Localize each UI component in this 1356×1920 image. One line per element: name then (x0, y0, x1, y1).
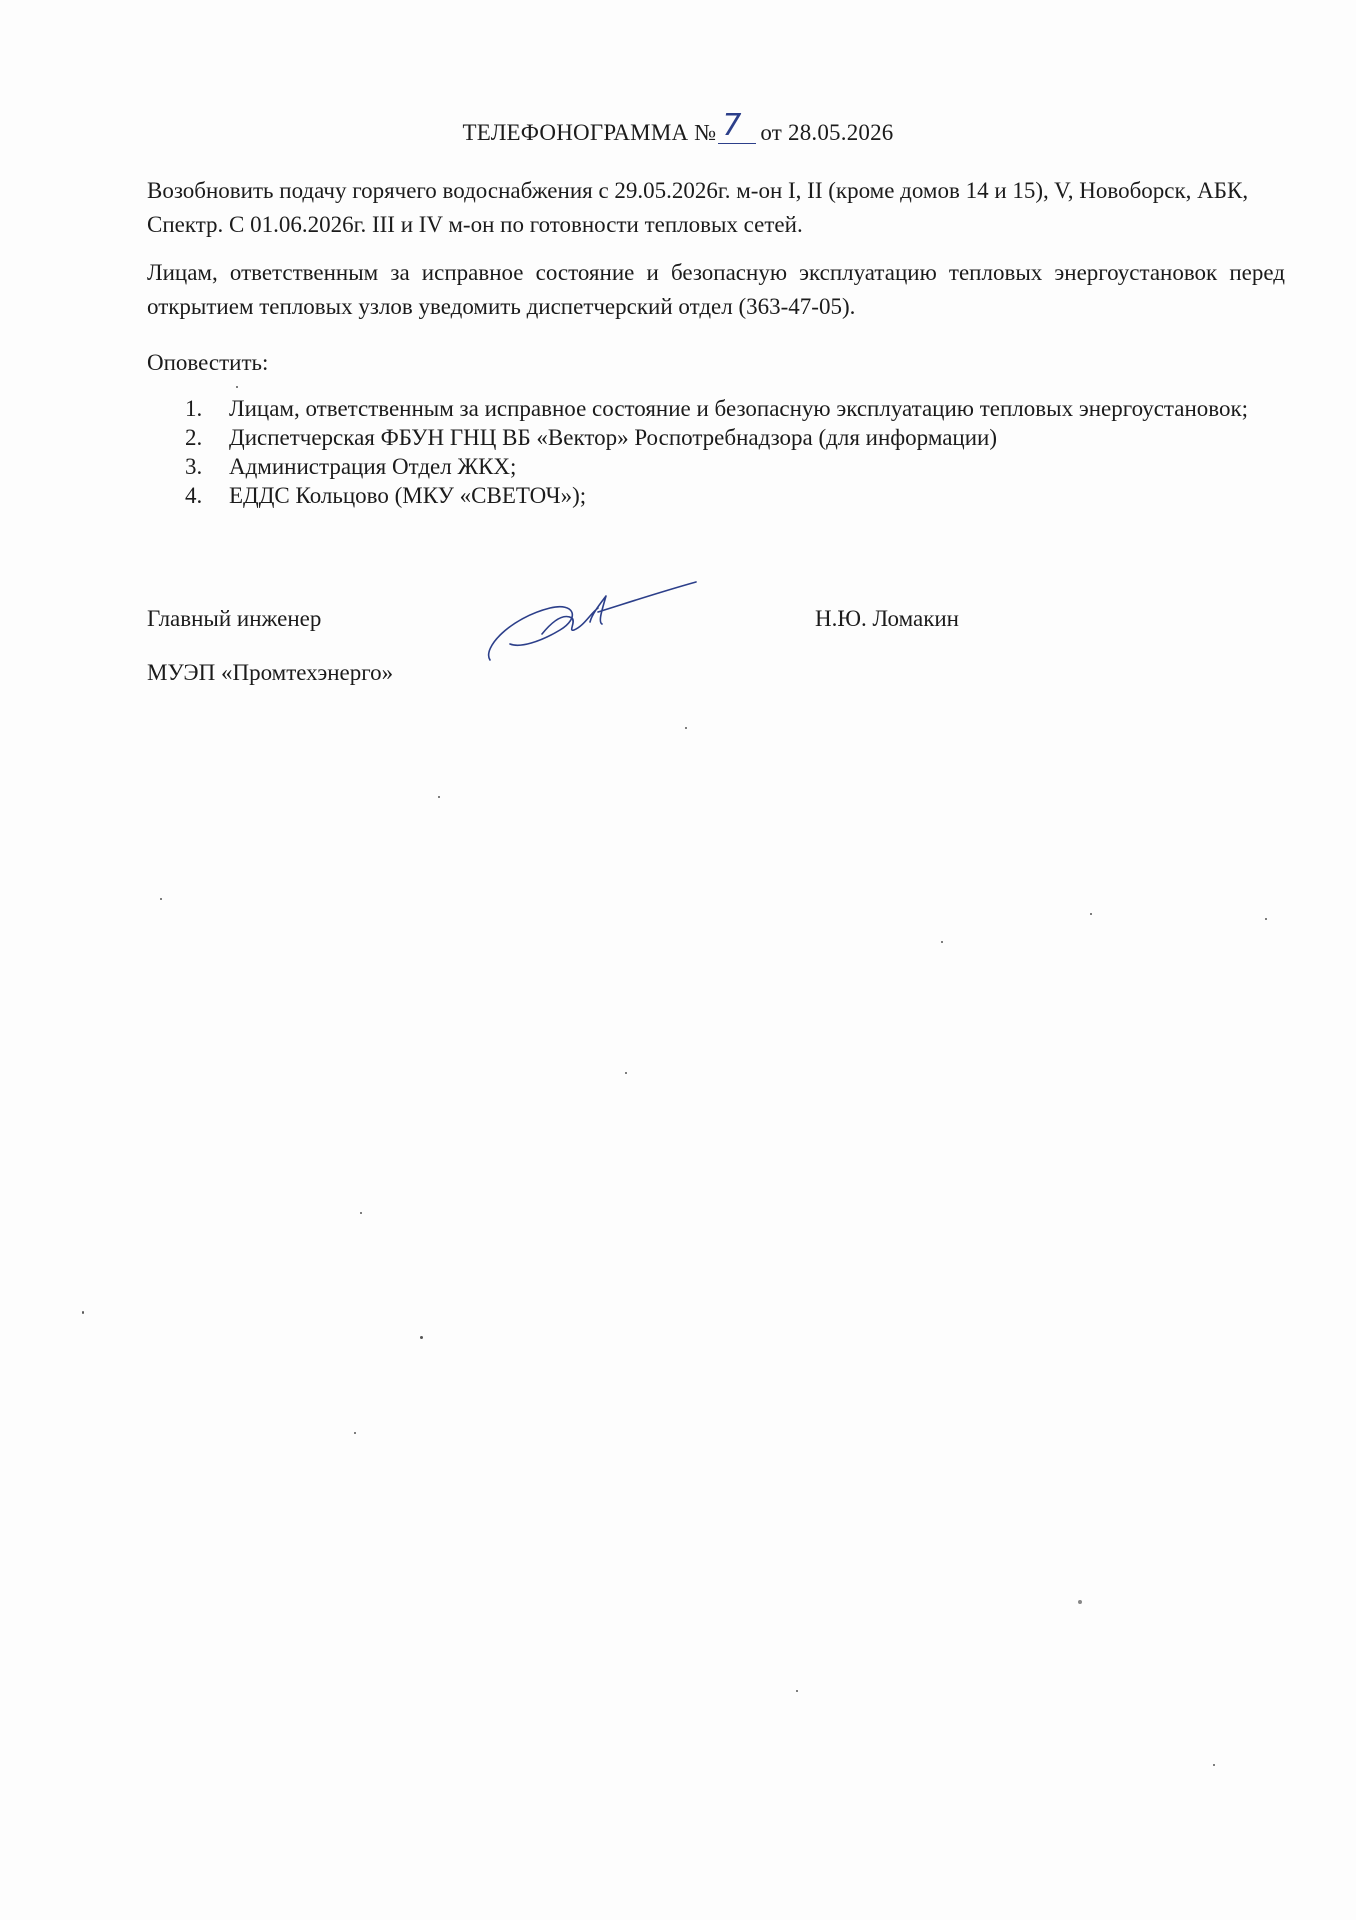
title-suffix: от 28.05.2026 (760, 120, 894, 145)
notify-list-item (147, 394, 1285, 423)
list-item-text: Лицам, ответственным за исправное состояние и безопасную эксплуатацию тепловых энергоустановок; (229, 396, 1249, 421)
signer-name: Н.Ю. Ломакин (815, 606, 959, 631)
signer-organization: МУЭП «Промтехэнерго» (147, 660, 394, 685)
notify-list-item (147, 423, 1285, 452)
notify-list-item (147, 452, 1285, 481)
list-item-number: 4. (185, 483, 203, 508)
notify-heading: Оповестить: (147, 350, 269, 375)
list-item-number: 1. (185, 396, 203, 421)
paragraph-resume-supply: Возобновить подачу горячего водоснабжения с 29.05.2026г. м-он I, II (кроме домов 14 и 15), V, Новоборск, АБК, Спектр. С 01.06.2026г. III и IV м-он по готовности тепловых сетей. (147, 178, 1249, 237)
title-prefix: ТЕЛЕФОНОГРАММА № (462, 120, 717, 145)
list-item-text: ЕДДС Кольцово (МКУ «СВЕТОЧ»); (229, 483, 587, 508)
paragraph-responsible-persons: Лицам, ответственным за исправное состояние и безопасную эксплуатацию тепловых энергоустановок перед открытием тепловых узлов уведомить диспетчерский отдел (363-47-05). (147, 260, 1285, 319)
list-item-text: Диспетчерская ФБУН ГНЦ ВБ «Вектор» Роспотребнадзора (для информации) (229, 425, 998, 450)
notify-list-item (147, 481, 1285, 510)
signer-position: Главный инженер (147, 606, 322, 631)
scan-speck (420, 1336, 423, 1339)
scan-speck (360, 1212, 362, 1214)
list-item-number: 3. (185, 454, 203, 479)
scan-speck (1213, 1764, 1215, 1766)
document-title (0, 108, 1356, 146)
scan-speck (438, 796, 440, 798)
handwritten-number: 7 (722, 108, 742, 143)
scan-speck (160, 898, 162, 900)
scan-speck (685, 727, 687, 729)
handwritten-signature (480, 578, 700, 670)
list-item-number: 2. (185, 425, 203, 450)
scan-speck (82, 1311, 84, 1314)
scan-speck (1078, 1600, 1082, 1604)
title-number (716, 108, 760, 146)
scan-speck (625, 1072, 627, 1074)
list-item-text: Администрация Отдел ЖКХ; (229, 454, 517, 479)
scan-speck (236, 386, 238, 388)
number-underline (718, 143, 756, 144)
scan-speck (354, 1432, 356, 1434)
scan-speck (941, 941, 943, 943)
scan-speck (1090, 913, 1092, 915)
scan-speck (796, 1690, 798, 1692)
notify-list (147, 394, 1285, 510)
scan-speck (1265, 918, 1267, 920)
